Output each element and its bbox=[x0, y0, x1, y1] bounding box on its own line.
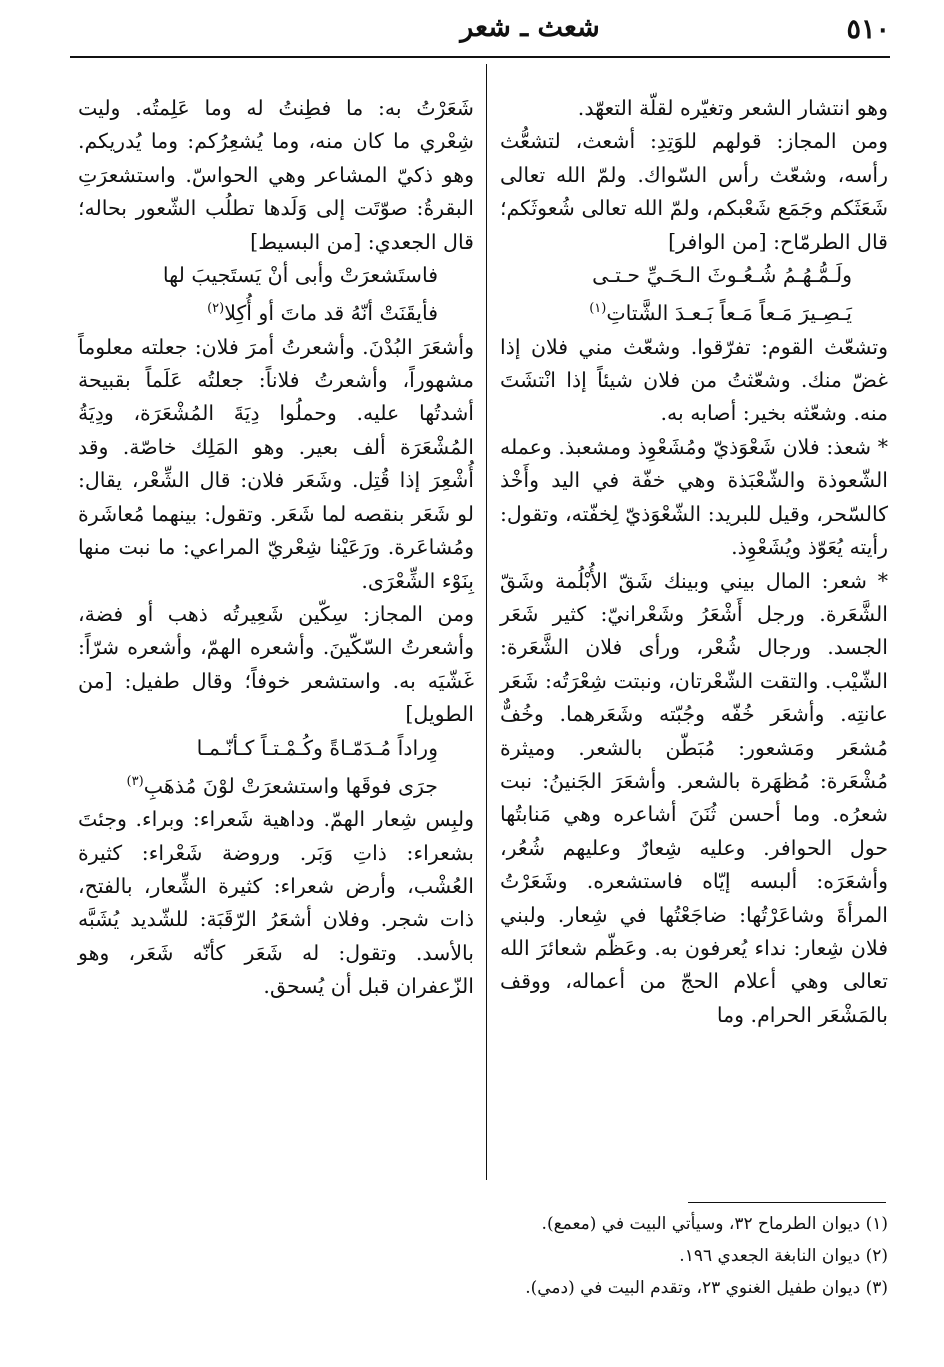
text-run: ولبِس شِعار الهمّ. وداهية شَعراء: وبراء. وجئتَ بشعراء: ذاتِ وَبَر. وروضة شَعْراء: كثيرة العُشْب، وأرض شعراء: كثيرة الشِّعار، بالفتح، ذات شجر. وفلان أشعَرُ الرّقَبَة: للشّديد يُشَبَّه بالأسد. وتقول: له شَعَر كأنّه شَعَر، وهو الزّعفران قبل أن يُسحق. bbox=[78, 807, 474, 999]
page-number: ٥١٠ bbox=[846, 14, 890, 45]
left-column bbox=[78, 92, 474, 1004]
entry-paragraph bbox=[500, 125, 888, 259]
entry-paragraph bbox=[500, 565, 888, 1033]
verse-line bbox=[78, 732, 474, 765]
footnote: (١) ديوان الطرماح ٣٢، وسيأتي البيت في (معمع). bbox=[541, 1214, 888, 1234]
text-run: ولَـمُّـهُـمُ شُـعُـوثَ الـحَـيِّ حـتـى bbox=[592, 263, 852, 288]
verse-line bbox=[500, 259, 888, 292]
right-column bbox=[500, 92, 888, 1032]
running-title: شعث ـ شعر bbox=[460, 12, 600, 43]
verse-line bbox=[78, 292, 474, 330]
text-run: جرَى فوقَها واستشعرَتْ لوْنَ مُذهَبِ bbox=[143, 773, 438, 798]
verse-line bbox=[78, 259, 474, 292]
text-run: فاستَشعرَتْ وأبى أنْ يَستَجيبَ لها bbox=[162, 263, 438, 288]
entry-paragraph bbox=[78, 598, 474, 732]
entry-paragraph bbox=[78, 331, 474, 598]
footnote-ref: (٣) bbox=[126, 773, 144, 789]
verse-line bbox=[78, 765, 474, 803]
text-run: ومن المجاز: سِكّين شَعِيرتُه ذهب أو فضة، وأشعرتُ السّكّينَ. وأشعره الهمّ، وأشعره شرّاً: غَشّيَه به. واستشعر خوفاً؛ وقال طفيل: [من الطويل] bbox=[78, 601, 474, 727]
text-run: يَـصِـيرَ مَـعاً مَـعاً بَـعـدَ الشَّتاتِ bbox=[606, 301, 852, 326]
column-divider bbox=[486, 64, 487, 1180]
footnote-rule bbox=[688, 1202, 886, 1203]
entry-paragraph bbox=[78, 92, 474, 259]
text-run: وِراداً مُـدَمّـاةً وكُـمْـتـاً كـأنّـمـا bbox=[196, 735, 438, 760]
footnote: (٢) ديوان النابغة الجعدي ١٩٦. bbox=[679, 1246, 888, 1266]
entry-paragraph bbox=[500, 431, 888, 565]
text-run: ومن المجاز: قولهم للوَتِدِ: أشعث، لتشعُّث رأسه، وشعّث رأس السّواك. ولمّ الله تعالى شَعَثَكم وجَمَع شَعْبكم، ولمّ الله تعالى شُعوثَكم؛ قال الطرمّاح: [من الوافر] bbox=[500, 129, 888, 254]
entry-paragraph bbox=[500, 331, 888, 431]
footnote-ref: (٢) bbox=[207, 301, 225, 317]
footnote: (٣) ديوان طفيل الغنوي ٢٣، وتقدم البيت في (دمي). bbox=[525, 1278, 888, 1298]
footnotes bbox=[440, 1208, 888, 1304]
text-run: شَعَرْتُ به: ما فطِنتُ له وما عَلِمتُه. وليت شِعْري ما كان منه، وما يُشعِرُكم: وما يُدريكم. وهو ذكيّ المشاعر وهي الحواسّ. واستشعرَتِ البقرةُ: صوّتَت إلى وَلَدها تطلُب الشّعور بحاله؛ قال الجعدي: [من البسيط] bbox=[78, 96, 474, 254]
text-run: وهو انتشار الشعر وتغيّره لقلّة التعهّد. bbox=[577, 96, 888, 120]
entry-paragraph bbox=[500, 92, 888, 125]
page-header bbox=[70, 12, 890, 56]
text-run: وتشعّث القوم: تفرّقوا. وشعّث مني فلان إذا غضّ منك. وشعّثتُ من فلان شيئاً إذا انْتشَتَ منه. وشعّثه بخير: أصابه به. bbox=[500, 334, 888, 426]
text-run: * شعذ: فلان شَعْوَذيّ ومُشَعْوِذ ومشعبذ. وعمله الشّعوذة والشّعْبَذة وهي خفّة في اليد وأَخْذ كالسّحر، وقيل للبريد: الشّعْوَذيّ لِخفّته، وتقول: رأيته يُعَوّذ ويُشَعْوِذ. bbox=[500, 434, 888, 560]
footnote-ref: (١) bbox=[589, 301, 607, 317]
entry-paragraph bbox=[78, 803, 474, 1003]
header-rule bbox=[70, 56, 890, 58]
text-run: وأشعَرَ البُدْنَ. وأشعرتُ أمرَ فلان: جعلته معلوماً مشهوراً، وأشعرتُ فلاناً: جعلتُه عَلَماً بقبيحة أشدتُها عليه. وحملُوا دِيَةَ المُشْعَرَة، ودِيَةُ المُشْعَرَة ألف بعير. وهو المَلِك خاصّة. وقد أُشْعِرَ إذا قُتِل. وشَعَر فلان: قال الشِّعْر، يقال: لو شَعَر بنقصه لما شَعَر. وتقول: بينهما مُعاشَرة ومُشاعَرة. ورَعَيْنا شِعْريّ المراعي: ما نبت منها بِنَوْء الشِّعْرَى. bbox=[78, 334, 474, 593]
text-run: فأيقَنَتْ أنّهُ قد ماتَ أو أُكِلا bbox=[224, 301, 438, 326]
text-run: * شعر: المال بيني وبينك شَقّ الأُبْلُمة وشَقّ الشَّعَرة. ورجل أَشْعَرُ وشَعْرانيّ: كثير شَعَر الجسد. ورجال شُعْر، ورأى فلان الشَّعَرة: الشّيْب. والتقت الشّعْرتان، ونبتت شِعْرَتُه: شَعَر عانتِه. وأشعَر خُفّه وجُبّته وشَعَرهما. وخُفٌّ مُشعَر ومَشعور: مُبَطّن بالشعر. وميثرة مُشْعَرة: مُظهَرة بالشعر. وأشعَرَ الجَنينُ: نبت شعرُه. وما أحسن ثُنَنَ أشاعره وهي مَنابتُها حول الحوافر. وعليه شِعارٌ وعليهم شُعُر، وأشعَرَه: ألبسه إيّاه فاستشعره. وشَعَرْتُ المرأةَ وشاعَرْتُها: ضاجَعْتُها في شِعار. ولبني فلان شِعار: نداء يُعرفون به. وعَظّم شعائرَ الله تعالى وهي أعلام الحجّ من أعماله، ووقف بالمَشْعَر الحرام. وما bbox=[500, 568, 888, 1027]
verse-line bbox=[500, 292, 888, 330]
